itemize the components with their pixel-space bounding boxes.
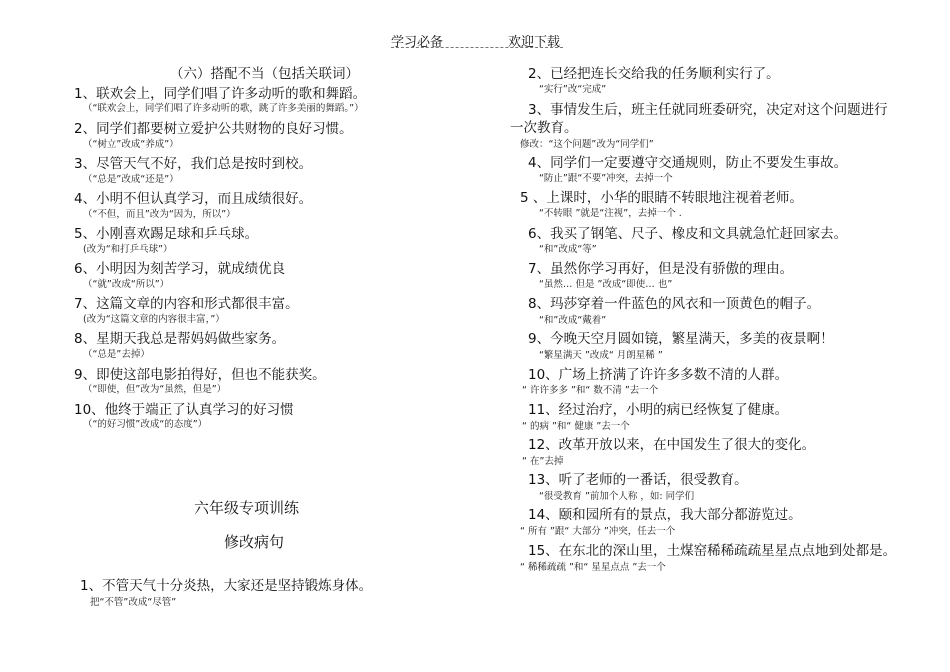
- right-note-14: “ 所有 ”跟“ 大部分 ”冲突，任去一个: [520, 526, 676, 537]
- left-question-8: 8、星期天我总是帮妈妈做些家务。: [74, 331, 286, 347]
- bottom-note-1: 把“不管”改成“尽管”: [90, 597, 177, 608]
- right-question-6: 6、我买了钢笔、尺子、橡皮和文具就急忙赶回家去。: [528, 226, 848, 242]
- left-note-4: （“不但，而且”改为“因为，所以”）: [83, 209, 236, 220]
- left-note-10: （“的好习惯”改成“的态度”）: [83, 419, 208, 430]
- right-question-4: 4、同学们一定要遵守交通规则，防止不要发生事故。: [528, 155, 848, 171]
- right-note-12: “ 在”去掉: [522, 456, 564, 467]
- left-note-5: (改为“和打乒乓球”）: [83, 244, 173, 255]
- right-note-11: “ 的病 ”和“ 健康 ”去一个: [522, 421, 630, 432]
- doc-title: 六年级专项训练: [194, 499, 300, 517]
- left-question-1: 1、联欢会上，同学们唱了许多动听的歌和舞蹈。: [74, 86, 367, 102]
- right-question-2: 2、已经把连长交给我的任务顺利实行了。: [528, 66, 780, 82]
- right-note-10: “ 许许多多 ”和“ 数不清 ”去一个: [522, 385, 659, 396]
- bottom-question-1: 1、不管天气十分炎热，大家还是坚持锻炼身体。: [80, 578, 373, 594]
- right-question-5: 5 、上课时，小华的眼睛不转眼地注视着老师。: [520, 190, 803, 206]
- left-note-7: (改为“这篇文章的内容很丰富，”）: [83, 314, 225, 325]
- right-question-8: 8、玛莎穿着一件蓝色的风衣和一顶黄色的帽子。: [528, 296, 821, 312]
- header-right: 欢迎下载: [508, 35, 561, 50]
- right-note-6: “和”改成“等”: [539, 244, 597, 255]
- header-underline: [391, 47, 563, 48]
- left-note-3: （“总是”改成“还是”）: [83, 174, 179, 185]
- left-question-4: 4、小明不但认真学习，而且成绩很好。: [74, 191, 313, 207]
- right-note-13: “很受教育 ”前加个人称 ，如: 同学们: [539, 491, 695, 502]
- right-note-3: 修改：“这个问题”改为“同学们”: [520, 139, 654, 150]
- left-question-6: 6、小明因为刻苦学习，就成绩优良: [74, 261, 286, 277]
- right-question-3-cont: 一次教育。: [510, 120, 578, 136]
- right-question-9: 9、今晚天空月圆如镜，繁星满天，多美的夜景啊！: [528, 331, 834, 347]
- right-question-10: 10、广场上挤满了许许多多数不清的人群。: [528, 367, 789, 383]
- right-question-14: 14、颐和园所有的景点，我大部分都游览过。: [528, 507, 802, 523]
- right-note-15: “ 稀稀疏疏 ”和“ 星星点点 ”去一个: [520, 562, 666, 573]
- left-question-3: 3、尽管天气不好，我们总是按时到校。: [74, 156, 313, 172]
- right-note-5: “不转眼 ”就是“注视”，去掉一个 .: [539, 208, 682, 219]
- left-question-7: 7、这篇文章的内容和形式都很丰富。: [74, 296, 299, 312]
- right-question-11: 11、经过治疗，小明的病已经恢复了健康。: [528, 402, 789, 418]
- left-note-1: （“联欢会上，同学们唱了许多动听的歌，跳了许多美丽的舞蹈。”）: [83, 103, 364, 114]
- right-note-4: “防止”跟“不要”冲突，去掉一个: [539, 173, 673, 184]
- right-note-8: “和”改成“戴着”: [539, 315, 607, 326]
- right-note-7: “虽然… 但是 ”改成“即使… 也”: [539, 279, 673, 290]
- doc-subtitle: 修改病句: [224, 533, 285, 551]
- right-question-15: 15、在东北的深山里，土煤窑稀稀疏疏星星点点地到处都是。: [528, 543, 897, 559]
- left-question-10: 10、他终于端正了认真学习的好习惯: [74, 402, 294, 418]
- left-note-9: （“即使，但”改为“虽然，但是”）: [83, 384, 227, 395]
- right-question-13: 13、听了老师的一番话，很受教育。: [528, 472, 748, 488]
- left-note-8: （“总是”去掉）: [83, 349, 150, 360]
- right-question-7: 7、虽然你学习再好，但是没有骄傲的理由。: [528, 261, 794, 277]
- left-note-6: （“就”改成“所以”）: [83, 279, 170, 290]
- header-left: 学习必备: [391, 35, 444, 50]
- right-question-12: 12、改革开放以来，在中国发生了很大的变化。: [528, 437, 816, 453]
- right-note-2: “实行”改“完成”: [539, 84, 607, 95]
- left-question-2: 2、同学们都要树立爱护公共财物的良好习惯。: [74, 121, 353, 137]
- left-note-2: （“树立”改成“养成”）: [83, 139, 179, 150]
- left-question-9: 9、即使这部电影拍得好，但也不能获奖。: [74, 367, 326, 383]
- left-question-5: 5、小刚喜欢踢足球和乒乓球。: [74, 226, 259, 242]
- right-note-9: “繁星满天 ”改成“ 月朗星稀 ”: [539, 350, 663, 361]
- section-heading: （六）搭配不当（包括关联词）: [170, 66, 359, 82]
- right-question-3: 3、事情发生后，班主任就同班委研究，决定对这个问题进行: [528, 102, 888, 118]
